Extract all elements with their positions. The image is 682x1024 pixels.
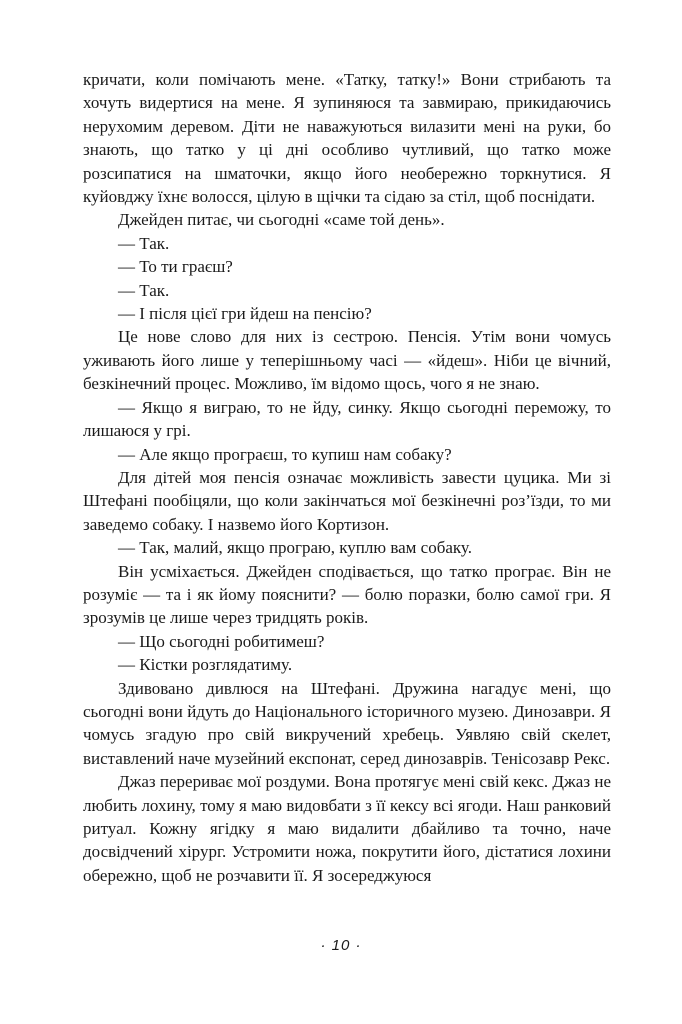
dialogue-line-5: — Якщо я виграю, то не йду, синку. Якщо сьогодні переможу, то лишаюся у грі. bbox=[83, 397, 611, 441]
dialogue-line-2: — То ти граєш? bbox=[118, 257, 233, 277]
paragraph-2: Джейден питає, чи сьогодні «саме той день». bbox=[118, 210, 445, 230]
page-number: · 10 · bbox=[320, 937, 362, 954]
paragraph-1: кричати, коли помічають мене. «Татку, татку!» Вони стрибають та хочуть видертися на мене. Я зупиняюся та завмираю, прикидаючись нерухомим деревом. Діти не наважуються вилазити мені на руки, бо знають, що татко у ці дні особливо чутливий, що татко може розсипатися на шматочки, якщо його необережно торкнутися. Я куйовджу їхнє волосся, цілую в щічки та сідаю за стіл, щоб поснідати. bbox=[83, 70, 611, 207]
paragraph-puppy: Для дітей моя пенсія означає можливість завести цуцика. Ми зі Штефані пообіцяли, що коли закінчаться мої безкінечні роз’їзди, то ми заведемо собаку. І назвемо його Кортизон. bbox=[83, 467, 611, 534]
dialogue-line-8: — Що сьогодні робитимеш? bbox=[118, 631, 325, 651]
dialogue-line-6: — Але якщо програєш, то купиш нам собаку? bbox=[118, 444, 452, 464]
paragraph-museum: Здивовано дивлюся на Штефані. Дружина нагадує мені, що сьогодні вони йдуть до Національного історичного музею. Динозаври. Я чомусь згадую про свій викручений хребець. Уявляю свій скелет, виставлений наче музейний експонат, серед динозаврів. Тенісозавр Рекс. bbox=[83, 678, 611, 768]
dialogue-line-4: — І після цієї гри йдеш на пенсію? bbox=[118, 304, 372, 324]
paragraph-smile: Він усміхається. Джейден сподівається, що татко програє. Він не розуміє — та і як йому пояснити? — болю поразки, болю самої гри. Я зрозумів це лише через тридцять років. bbox=[83, 561, 611, 628]
paragraph-pension: Це нове слово для них із сестрою. Пенсія. Утім вони чомусь уживають його лише у теперішньому часі — «йдеш». Ніби це вічний, безкінечний процес. Можливо, їм відомо щось, чого я не знаю. bbox=[83, 327, 611, 394]
dialogue-line-3: — Так. bbox=[118, 280, 170, 300]
dialogue-line-9: — Кістки розглядатиму. bbox=[118, 655, 293, 675]
page-body bbox=[83, 68, 611, 887]
dialogue-line-7: — Так, малий, якщо програю, куплю вам собаку. bbox=[118, 538, 472, 558]
dialogue-line-1: — Так. bbox=[118, 233, 170, 253]
paragraph-jazz: Джаз перериває мої роздуми. Вона протягує мені свій кекс. Джаз не любить лохину, тому я маю видовбати з її кексу всі ягоди. Наш ранковий ритуал. Кожну ягідку я маю видалити дбайливо та точно, наче досвідчений хірург. Устромити ножа, покрутити його, дістатися лохини обережно, щоб не розчавити її. Я зосереджуюся bbox=[83, 772, 611, 885]
